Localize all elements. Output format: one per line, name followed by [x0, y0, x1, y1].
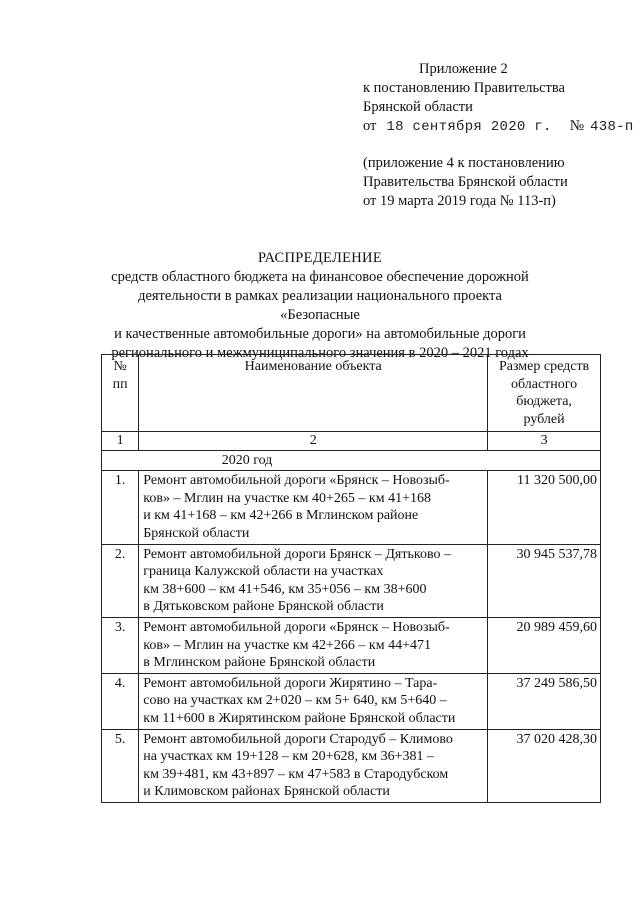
row-budget-amount: 37 020 428,30 — [488, 729, 601, 802]
resolution-number-stamp: 438-п — [590, 119, 634, 135]
object-name-line: граница Калужской области на участках — [143, 564, 384, 580]
document-title — [100, 249, 540, 363]
row-object-name — [139, 471, 488, 544]
table-row — [102, 544, 601, 617]
reference-line-2: Правительства Брянской области — [363, 174, 568, 190]
table-row — [102, 471, 601, 544]
appendix-region-line: Брянской области — [363, 99, 473, 115]
reference-line-3: от 19 марта 2019 года № 113-п) — [363, 193, 556, 209]
year-label: 2020 год — [221, 452, 273, 468]
resolution-date-line — [363, 117, 633, 137]
row-object-name — [139, 544, 488, 617]
object-name-line: и км 41+168 – км 42+266 в Мглинском районе — [143, 508, 419, 524]
title-line-2: деятельности в рамках реализации национального проекта «Безопасные — [138, 288, 502, 323]
column-index-1: 1 — [102, 432, 139, 451]
object-name-line: Ремонт автомобильной дороги Жирятино – Тара- — [143, 675, 438, 691]
table-body — [102, 471, 601, 803]
year-label-cell — [102, 450, 601, 471]
object-name-line: Ремонт автомобильной дороги «Брянск – Новозыб- — [143, 619, 450, 635]
header-sum-line-1: Размер средств — [498, 359, 590, 374]
row-budget-amount: 37 249 586,50 — [488, 673, 601, 729]
resolution-date-stamp: 18 сентября 2020 г. — [386, 119, 552, 135]
object-name-line: Ремонт автомобильной дороги Брянск – Дятьково – — [143, 546, 451, 562]
row-object-name — [139, 617, 488, 673]
header-sum-line-4: рублей — [523, 411, 565, 427]
row-number: 4. — [102, 673, 139, 729]
header-number — [102, 355, 139, 432]
table-header-row — [102, 355, 601, 432]
table-row — [102, 729, 601, 802]
object-name-line: ков» – Мглин на участке км 42+266 – км 44+471 — [143, 637, 431, 653]
appendix-title: Приложение 2 — [419, 61, 508, 77]
column-index-3: 3 — [488, 432, 601, 451]
number-sign: № — [569, 118, 585, 134]
title-line-3: и качественные автомобильные дороги» на автомобильные дороги — [114, 326, 526, 342]
column-index-2: 2 — [139, 432, 488, 451]
reference-note — [363, 154, 633, 211]
row-number: 1. — [102, 471, 139, 544]
object-name-line: в Дятьковском районе Брянской области — [143, 599, 384, 615]
row-object-name — [139, 673, 488, 729]
object-name-line: и Климовском районах Брянской области — [143, 784, 390, 800]
title-line-1: средств областного бюджета на финансовое обеспечение дорожной — [111, 269, 529, 285]
object-name-line: сово на участках км 2+020 – км 5+ 640, км 5+640 – — [143, 693, 447, 709]
year-row — [102, 450, 601, 471]
object-name-line: км 39+481, км 43+897 – км 47+583 в Стародубском — [143, 766, 449, 782]
appendix-header — [363, 60, 633, 211]
row-budget-amount: 11 320 500,00 — [488, 471, 601, 544]
reference-line-1: (приложение 4 к постановлению — [363, 155, 565, 171]
title-line-4: регионального и межмуниципального значения в 2020 – 2021 годах — [111, 345, 529, 361]
budget-table — [101, 354, 601, 803]
object-name-line: на участках км 19+128 – км 20+628, км 36+381 – — [143, 749, 435, 765]
header-number-line-1: № — [113, 359, 127, 374]
object-name-line: Ремонт автомобильной дороги «Брянск – Новозыб- — [143, 473, 450, 489]
object-name-line: км 38+600 – км 41+546, км 35+056 – км 38+600 — [143, 581, 427, 597]
header-object-name: Наименование объекта — [139, 355, 488, 432]
object-name-line: в Мглинском районе Брянской области — [143, 655, 376, 671]
row-budget-amount: 30 945 537,78 — [488, 544, 601, 617]
from-label: от — [363, 118, 377, 134]
object-name-line: ков» – Мглин на участке км 40+265 – км 41+168 — [143, 490, 431, 506]
header-budget-amount — [488, 355, 601, 432]
row-budget-amount: 20 989 459,60 — [488, 617, 601, 673]
row-number: 5. — [102, 729, 139, 802]
object-name-line: Ремонт автомобильной дороги Стародуб – Климово — [143, 731, 453, 747]
object-name-line: Брянской области — [143, 525, 250, 541]
row-number: 2. — [102, 544, 139, 617]
header-number-line-2: пп — [112, 376, 128, 392]
object-name-line: км 11+600 в Жирятинском районе Брянской области — [143, 710, 456, 726]
column-index-row — [102, 432, 601, 451]
table-row — [102, 673, 601, 729]
header-sum-line-2: областного — [510, 376, 578, 392]
title-heading: РАСПРЕДЕЛЕНИЕ — [258, 250, 382, 266]
row-number: 3. — [102, 617, 139, 673]
header-sum-line-3: бюджета, — [516, 394, 572, 410]
row-object-name — [139, 729, 488, 802]
appendix-resolution-line: к постановлению Правительства — [363, 80, 565, 96]
table-row — [102, 617, 601, 673]
